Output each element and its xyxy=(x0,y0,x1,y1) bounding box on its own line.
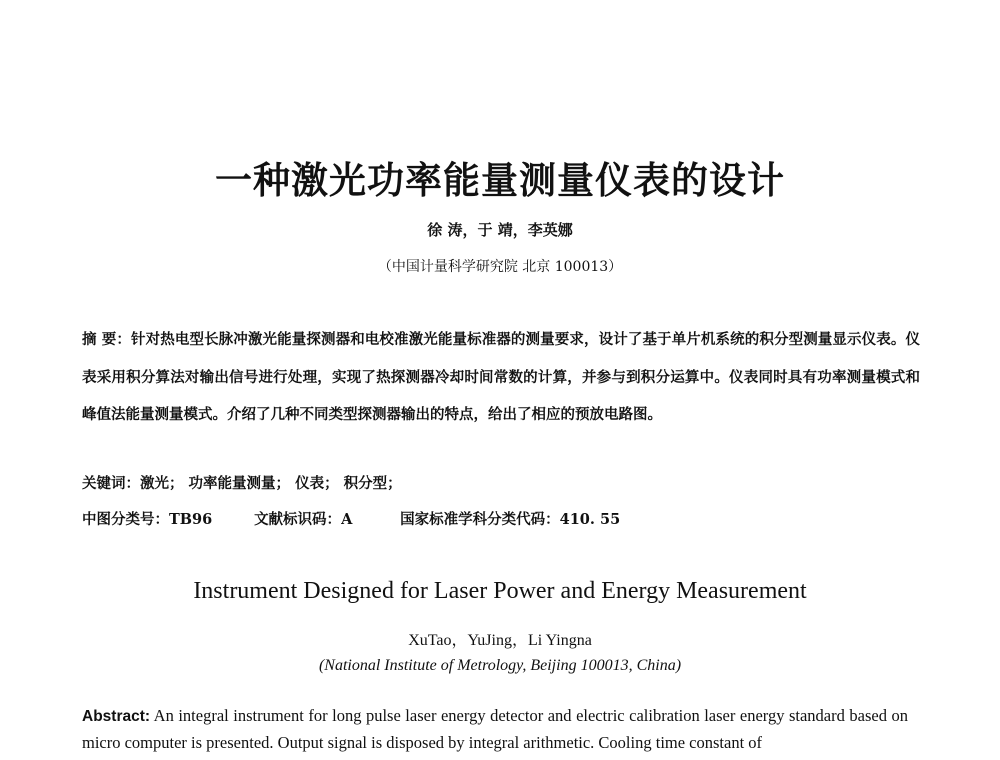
abstract-en-label: Abstract: xyxy=(82,708,151,725)
doc-code-label: 文献标识码： xyxy=(254,512,342,528)
abstract-cn xyxy=(82,321,920,433)
keywords-cn xyxy=(82,472,920,493)
keywords-text: 激光； 功率能量测量； 仪表； 积分型； xyxy=(140,475,402,492)
abstract-en xyxy=(82,703,908,756)
abstract-cn-text: 针对热电型长脉冲激光能量探测器和电校准激光能量标准器的测量要求，设计了基于单片机系统的积分型测量显示仪表。仪表采用积分算法对输出信号进行处理，实现了热探测器冷却时间常数的计算，并参与到积分运算中。仪表同时具有功率测量模式和峰值法能量测量模式。介绍了几种不同类型探测器输出的特点，给出了相应的预放电路图。 xyxy=(82,331,920,423)
affiliation-en: (National Institute of Metrology, Beijing 100013, China) xyxy=(318,657,682,674)
abstract-en-text: An integral instrument for long pulse laser energy detector and electric calibration laser energy standard based on micro computer is presented. Output signal is disposed by integral arithmetic. Cooling time constant of xyxy=(82,706,908,752)
paper-title-cn: 一种激光功率能量测量仪表的设计 xyxy=(215,158,785,202)
clc-value: TB96 xyxy=(169,511,213,528)
subject-code-label: 国家标准学科分类代码： xyxy=(400,512,560,528)
clc-label: 中图分类号： xyxy=(82,512,169,528)
subject-code-value: 410. 55 xyxy=(559,511,621,528)
doc-code-value: A xyxy=(341,511,353,528)
classification-row xyxy=(82,508,920,529)
affiliation-cn: （中国计量科学研究院 北京 100013） xyxy=(377,259,623,275)
authors-en: XuTao，YuJing，Li Yingna xyxy=(408,632,592,649)
paper-title-en: Instrument Designed for Laser Power and Energy Measurement xyxy=(193,578,807,604)
authors-cn: 徐 涛，于 靖，李英娜 xyxy=(427,221,573,239)
abstract-cn-label: 摘 要： xyxy=(82,332,131,348)
keywords-label: 关键词： xyxy=(82,476,140,492)
